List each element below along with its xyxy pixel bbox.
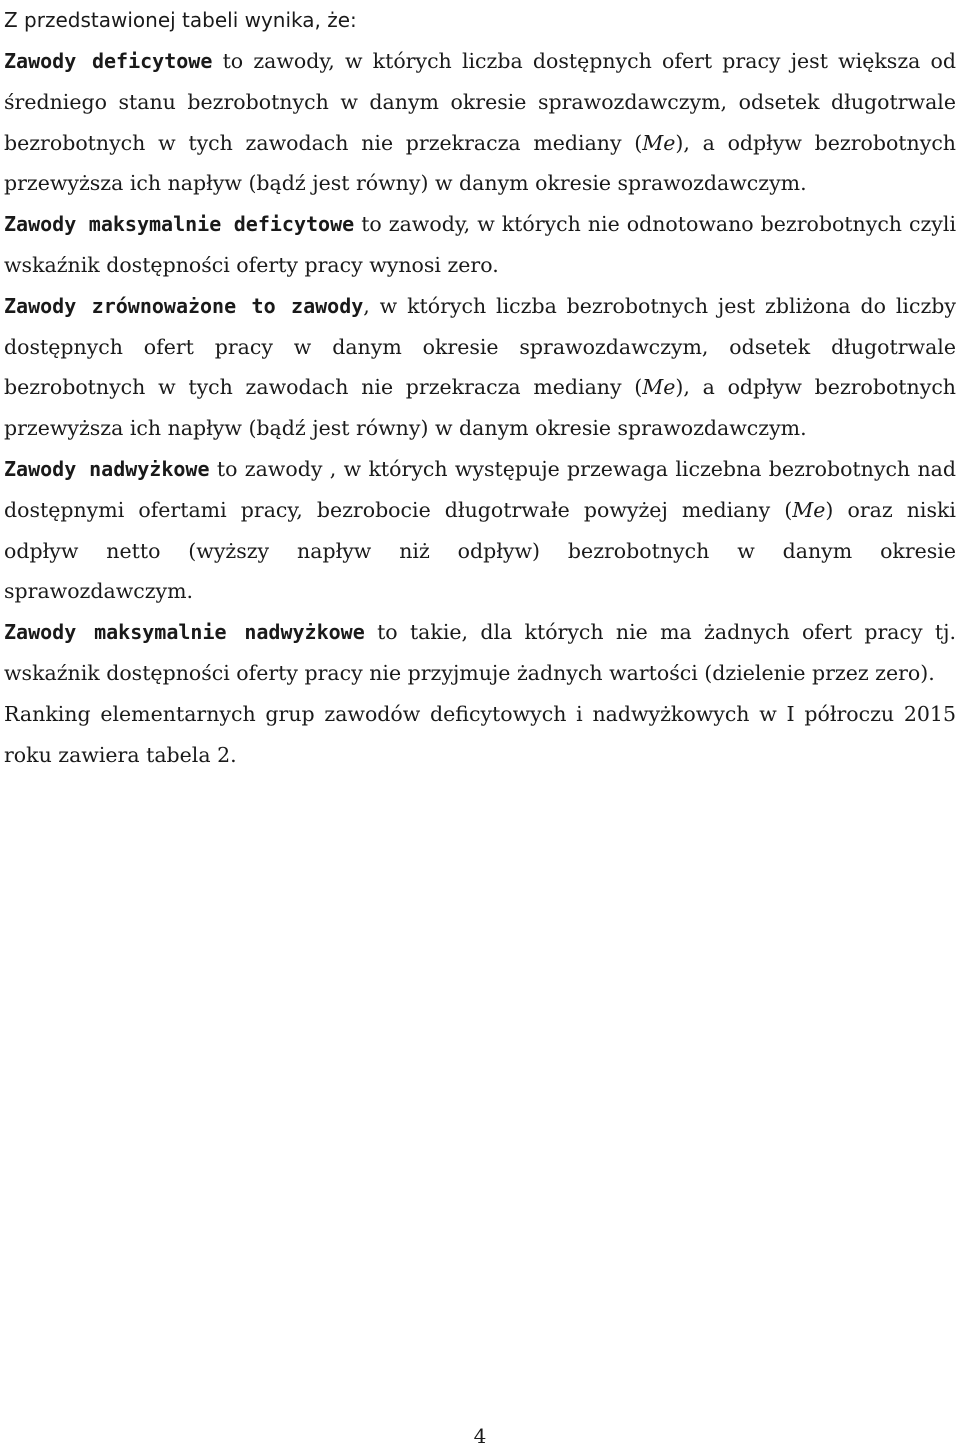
definition-max-deficit: [4, 204, 956, 286]
median-symbol: Me: [642, 130, 676, 155]
term-zawody-zrownowazone: Zawody zrównoważone to zawody: [4, 293, 364, 318]
document-page: [4, 0, 956, 775]
definition-text: to zawody , w których występuje przewaga liczebna bezrobotnych nad dostępnymi ofertami pracy, bezrobocie długotrwałe powyżej mediany (: [4, 456, 957, 522]
definition-surplus: [4, 449, 956, 612]
definition-text: ), a odpływ bezrobotnych przewyższa ich napływ (bądź jest równy) w danym okresie sprawozdawczym.: [4, 130, 957, 196]
definition-text: ), a odpływ bezrobotnych przewyższa ich napływ (bądź jest równy) w danym okresie sprawozdawczym.: [4, 375, 957, 441]
term-zawody-deficytowe: Zawody deficytowe: [4, 49, 213, 73]
definition-balanced: [4, 286, 956, 449]
definition-text: to takie, dla których nie ma żadnych ofert pracy tj. wskaźnik dostępności oferty pracy nie przyjmuje żadnych wartości (dzielenie przez zero).: [4, 620, 956, 685]
definition-deficit: [4, 41, 956, 204]
term-zawody-nadwyzkowe: Zawody nadwyżkowe: [4, 456, 210, 481]
definition-text: , w których liczba bezrobotnych jest zbliżona do liczby dostępnych ofert pracy w danym okresie sprawozdawczym, odsetek długotrwale bezrobotnych w tych zawodach nie przekracza mediany (: [4, 293, 956, 400]
definition-text: ) oraz niski odpływ netto (wyższy napływ niż odpływ) bezrobotnych w danym okresie sprawozdawczym.: [4, 497, 956, 604]
closing-paragraph: Ranking elementarnych grup zawodów deficytowych i nadwyżkowych w I półroczu 2015 roku zawiera tabela 2.: [4, 701, 956, 767]
definition-text: to zawody, w których liczba dostępnych ofert pracy jest większa od średniego stanu bezrobotnych w danym okresie sprawozdawczym, odsetek długotrwale bezrobotnych w tych zawodach nie przekracza mediany (: [4, 49, 956, 155]
definition-max-surplus: [4, 612, 956, 694]
intro-line: Z przedstawionej tabeli wynika, że:: [4, 8, 357, 32]
term-zawody-maksymalnie-deficytowe: Zawody maksymalnie deficytowe: [4, 212, 355, 237]
page-number: 4: [473, 1424, 487, 1448]
definition-text: to zawody, w których nie odnotowano bezrobotnych czyli wskaźnik dostępności oferty pracy wynosi zero.: [4, 212, 956, 277]
term-zawody-maksymalnie-nadwyzkowe: Zawody maksymalnie nadwyżkowe: [4, 620, 365, 645]
median-symbol: Me: [792, 497, 826, 522]
median-symbol: Me: [642, 375, 676, 400]
